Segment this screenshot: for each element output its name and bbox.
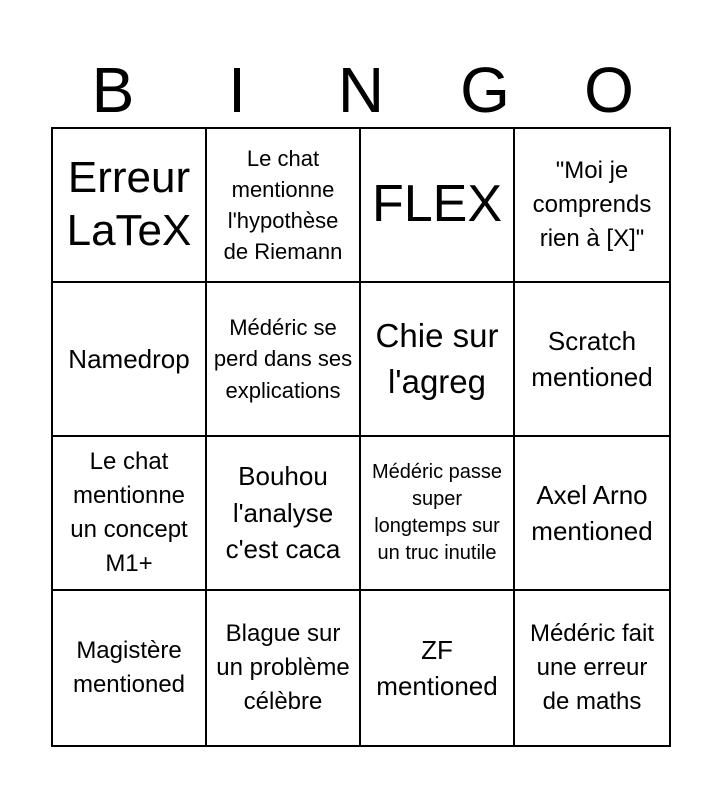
cell-text: Blague sur un problème célèbre [216,619,350,716]
cell-text: "Moi je comprends rien à [X]" [532,156,652,253]
bingo-cell[interactable] [361,437,515,591]
cell-text: FLEX [371,175,503,234]
bingo-grid [51,127,671,747]
bingo-cell[interactable] [207,283,361,437]
header-letter-o: O [584,54,634,126]
bingo-cell[interactable] [515,129,669,283]
cell-text: Namedrop [68,343,190,374]
bingo-cell[interactable] [515,283,669,437]
header-letter-b: B [91,54,135,126]
bingo-cell[interactable] [515,591,669,745]
bingo-cell[interactable] [53,283,207,437]
bingo-cell[interactable] [361,283,515,437]
bingo-cell[interactable] [207,129,361,283]
cell-text: ZF mentioned [376,634,498,701]
bingo-cell[interactable] [53,591,207,745]
cell-text: Axel Arno mentioned [531,479,653,546]
bingo-header [51,52,671,128]
cell-text: Médéric fait une erreur de maths [529,619,655,716]
cell-text: Scratch mentioned [531,325,653,392]
bingo-cell[interactable] [207,591,361,745]
header-letter-i: I [228,54,246,126]
bingo-cell[interactable] [53,437,207,591]
cell-text: Erreur LaTeX [66,153,192,255]
cell-text: Magistère mentioned [72,636,186,698]
cell-text: Bouhou l'analyse c'est caca [225,461,341,565]
cell-text: Le chat mentionne un concept M1+ [70,447,188,578]
cell-text: Chie sur l'agreg [375,317,499,400]
bingo-cell[interactable] [361,591,515,745]
bingo-cell[interactable] [515,437,669,591]
bingo-cell[interactable] [53,129,207,283]
bingo-cell[interactable] [207,437,361,591]
cell-text: Médéric se perd dans ses explications [213,315,353,403]
cell-text: Médéric passe super longtemps sur un truc inutile [371,461,503,564]
bingo-cell[interactable] [361,129,515,283]
header-letter-n: N [337,54,385,126]
header-letter-g: G [460,54,510,126]
cell-text: Le chat mentionne l'hypothèse de Riemann [223,145,343,265]
